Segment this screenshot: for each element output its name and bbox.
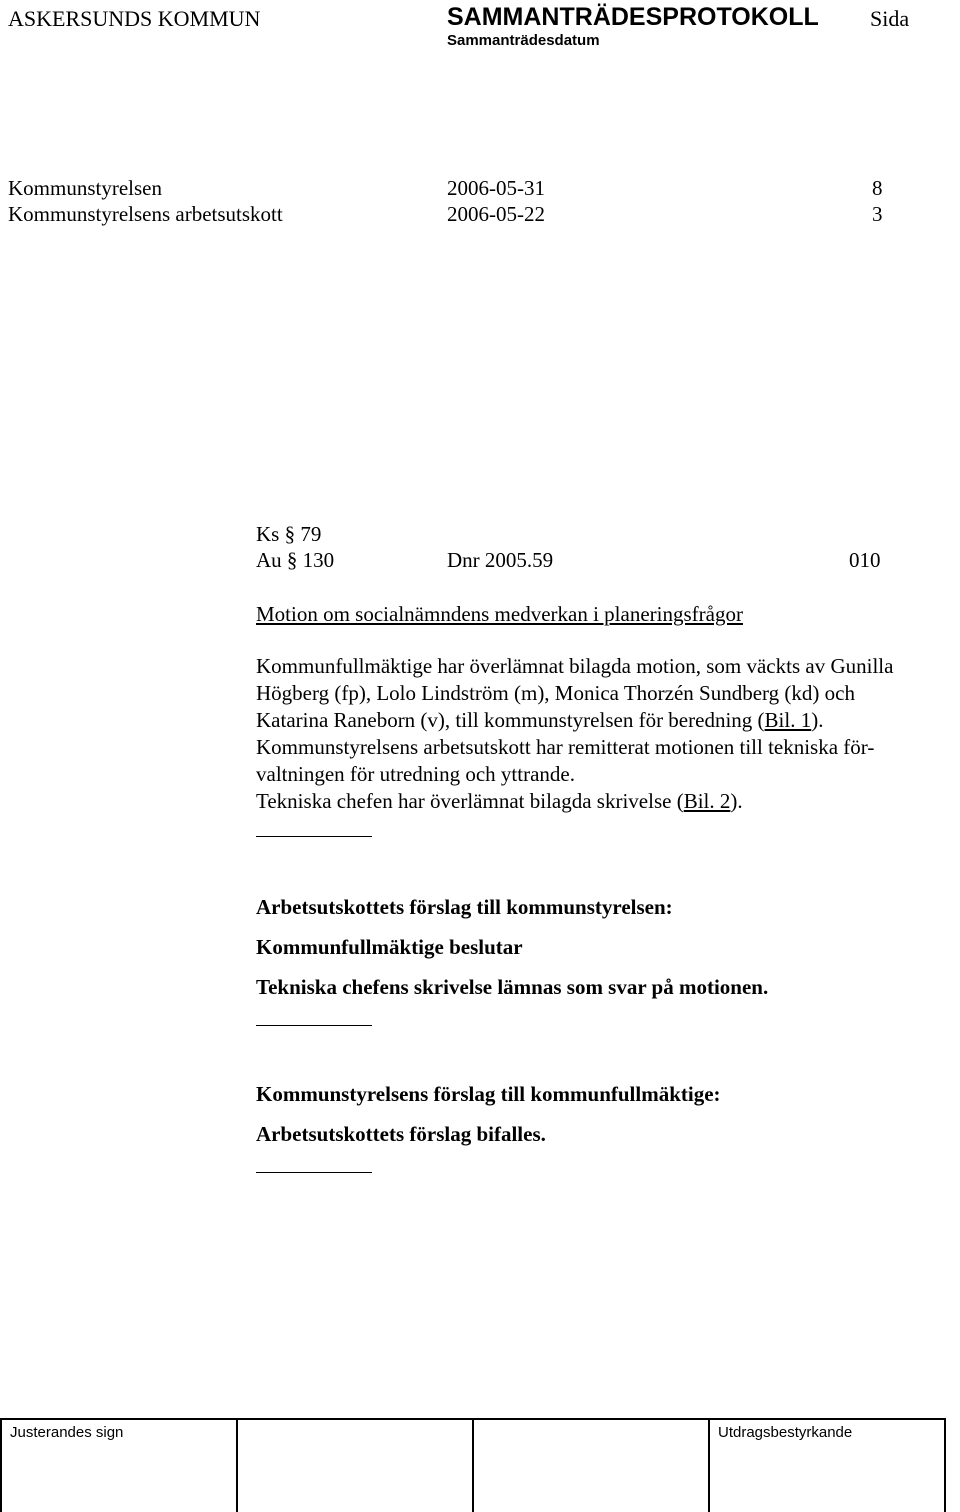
ks-reference: [256, 522, 321, 547]
body-text: Katarina Raneborn (v), till kommunstyrelsen för beredning (: [256, 708, 765, 732]
decision-intro: Kommunfullmäktige beslutar: [256, 935, 523, 959]
au-reference: [256, 548, 334, 573]
extract-cell: [708, 1420, 946, 1512]
ks-proposal-heading: Kommunstyrelsens förslag till kommunfullmäktige:: [256, 1082, 721, 1106]
classification-code: 010: [849, 548, 881, 572]
body-line: [256, 708, 823, 733]
meeting-body: Kommunstyrelsen: [8, 176, 162, 200]
signature-cell: [472, 1420, 710, 1512]
sign-label: Justerandes sign: [10, 1424, 124, 1441]
attachment-link[interactable]: Bil. 2: [683, 789, 731, 813]
body-text: ).: [730, 789, 743, 813]
au-label: Au: [256, 548, 282, 572]
separator-line: [256, 836, 372, 837]
section-sign: §: [286, 548, 298, 572]
body-line: [256, 789, 743, 814]
page-label: Sida: [870, 6, 910, 31]
separator-line: [256, 1025, 372, 1026]
body-line: Högberg (fp), Lolo Lindström (m), Monica Thorzén Sundberg (kd) och: [256, 681, 855, 705]
document-type: SAMMANTRÄDESPROTOKOLL: [447, 3, 819, 31]
body-line: Kommunstyrelsens arbetsutskott har remitterat motionen till tekniska för-: [256, 735, 875, 759]
au-number: 130: [302, 548, 335, 572]
ks-decision-text: Arbetsutskottets förslag bifalles.: [256, 1122, 546, 1146]
diary-number: Dnr 2005.59: [447, 548, 554, 572]
meeting-date: 2006-05-31: [447, 176, 545, 200]
meeting-body: Kommunstyrelsens arbetsutskott: [8, 202, 283, 226]
signature-footer: [0, 1418, 946, 1512]
body-line: Kommunfullmäktige har överlämnat bilagda motion, som väckts av Gunilla: [256, 654, 894, 678]
body-line: valtningen för utredning och yttrande.: [256, 762, 575, 786]
municipality-name: ASKERSUNDS KOMMUN: [8, 6, 261, 31]
ks-label: Ks: [256, 522, 280, 546]
decision-text: Tekniska chefens skrivelse lämnas som svar på motionen.: [256, 975, 769, 999]
section-sign: §: [284, 522, 296, 546]
signature-cell: [236, 1420, 474, 1512]
meeting-page: 3: [872, 202, 883, 226]
attachment-link[interactable]: Bil. 1: [764, 708, 812, 732]
motion-title: Motion om socialnämndens medverkan i planeringsfrågor: [256, 602, 743, 626]
extract-label: Utdragsbestyrkande: [718, 1424, 853, 1441]
meeting-date: 2006-05-22: [447, 202, 545, 226]
signature-cell: [0, 1420, 238, 1512]
ks-number: 79: [300, 522, 322, 546]
body-text: Tekniska chefen har överlämnat bilagda skrivelse (: [256, 789, 684, 813]
separator-line: [256, 1172, 372, 1173]
meeting-page: 8: [872, 176, 883, 200]
au-proposal-heading: Arbetsutskottets förslag till kommunstyrelsen:: [256, 895, 673, 919]
meeting-date-label: Sammanträdesdatum: [447, 32, 600, 49]
body-text: ).: [811, 708, 824, 732]
